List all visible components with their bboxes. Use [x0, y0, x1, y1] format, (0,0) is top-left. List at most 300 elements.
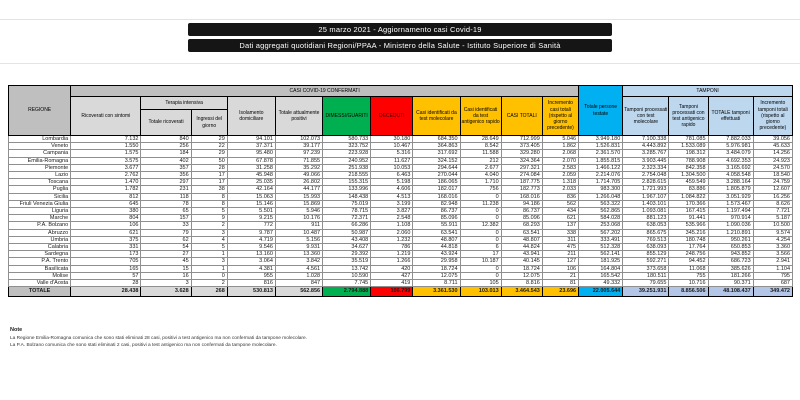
data-cell: 3.903.445 [623, 157, 669, 164]
total-data-cell: 562.856 [275, 287, 322, 297]
top-divider [0, 19, 800, 20]
total-row [9, 287, 793, 297]
data-cell: 4.692.353 [708, 157, 753, 164]
data-cell: 420 [371, 265, 413, 272]
data-cell: 0 [191, 272, 227, 279]
data-cell: 294.644 [413, 164, 460, 171]
table-row [9, 179, 793, 186]
data-cell: 333.491 [579, 236, 623, 243]
table-row [9, 143, 793, 150]
data-cell: 18.540 [753, 172, 792, 179]
data-cell: 182.017 [413, 186, 460, 193]
data-cell: 4.381 [227, 265, 275, 272]
data-cell: 63.541 [413, 229, 460, 236]
data-cell: 865.675 [623, 229, 669, 236]
data-cell: 9.215 [227, 215, 275, 222]
data-cell: 562.865 [579, 208, 623, 215]
data-cell: 12.607 [753, 186, 792, 193]
data-cell: 106 [542, 265, 578, 272]
data-cell: 3.575 [71, 157, 141, 164]
total-data-cell: 8.856.506 [669, 287, 708, 297]
total-data-cell: 106.799 [371, 287, 413, 297]
data-cell: 8.542 [460, 143, 501, 150]
data-cell: 297 [141, 179, 191, 186]
region-name-cell: Basilicata [9, 265, 71, 272]
data-cell: 645 [71, 200, 141, 207]
data-cell: 2.677 [460, 164, 501, 171]
data-cell: 3.285.767 [623, 150, 669, 157]
data-cell: 638.053 [623, 222, 669, 229]
data-cell: 1.197.494 [708, 208, 753, 215]
data-cell: 198.312 [669, 150, 708, 157]
data-cell: 79.655 [623, 280, 669, 287]
data-cell: 12.075 [501, 272, 542, 279]
region-name-cell: Piemonte [9, 164, 71, 171]
data-cell: 3.064 [227, 258, 275, 265]
table-row [9, 222, 793, 229]
data-cell: 0 [460, 265, 501, 272]
data-cell: 3.949.180 [579, 136, 623, 143]
data-cell: 180.748 [669, 236, 708, 243]
data-cell: 15.146 [227, 200, 275, 207]
data-cell: 0 [460, 215, 501, 222]
data-cell: 28 [71, 280, 141, 287]
data-cell: 12.382 [460, 222, 501, 229]
region-name-cell: Sicilia [9, 193, 71, 200]
col-header-casi-totali: CASI TOTALI [501, 97, 542, 136]
col-header-ti-ingressi: Ingressi del giorno [191, 110, 227, 136]
data-cell: 67.878 [227, 157, 275, 164]
data-cell: 1.090.036 [708, 222, 753, 229]
region-name-cell: Lombardia [9, 136, 71, 143]
data-cell: 81 [542, 280, 578, 287]
data-cell: 15.993 [275, 193, 322, 200]
data-cell: 21 [542, 272, 578, 279]
table-row [9, 157, 793, 164]
data-cell: 621 [71, 229, 141, 236]
data-cell: 705 [71, 258, 141, 265]
data-cell: 5 [191, 208, 227, 215]
data-cell: 9.574 [753, 229, 792, 236]
data-cell: 621 [542, 215, 578, 222]
data-cell: 94.452 [669, 258, 708, 265]
col-header-tamponi-molecolare: Tamponi processati con test molecolare [623, 97, 669, 136]
total-data-cell: 268 [191, 287, 227, 297]
data-cell: 855.129 [623, 251, 669, 258]
data-cell: 1.266.048 [579, 193, 623, 200]
region-name-cell: Umbria [9, 236, 71, 243]
data-cell: 5.316 [371, 150, 413, 157]
data-cell: 24.759 [753, 179, 792, 186]
data-cell: 755 [669, 272, 708, 279]
data-cell: 184 [141, 150, 191, 157]
data-cell: 11.627 [371, 157, 413, 164]
data-cell: 812 [71, 193, 141, 200]
data-cell: 5 [191, 244, 227, 251]
data-cell: 43.941 [501, 251, 542, 258]
data-cell: 9.787 [227, 229, 275, 236]
data-cell: 7.721 [753, 208, 792, 215]
data-cell: 788.908 [669, 157, 708, 164]
data-cell: 1.967.107 [623, 193, 669, 200]
col-header-persone-testate: Totale persone testate [579, 86, 623, 136]
data-cell: 1.575 [71, 150, 141, 157]
data-cell: 840 [141, 136, 191, 143]
report-subtitle: Dati aggregati quotidiani Regioni/PPAA - Ministero della Salute - Istituto Superiore di Sanità [188, 39, 612, 52]
data-cell: 3.827 [371, 208, 413, 215]
data-cell: 86.737 [413, 208, 460, 215]
data-cell: 274.084 [501, 172, 542, 179]
region-name-cell: P.A. Trento [9, 258, 71, 265]
data-cell: 1.219 [371, 251, 413, 258]
data-cell: 34.627 [323, 244, 371, 251]
region-name-cell: Emilia-Romagna [9, 157, 71, 164]
data-cell: 943.852 [708, 251, 753, 258]
data-cell: 0 [460, 193, 501, 200]
data-cell: 375 [71, 236, 141, 243]
data-cell: 786 [371, 244, 413, 251]
total-data-cell: 3.361.530 [413, 287, 460, 297]
data-cell: 324.364 [501, 157, 542, 164]
col-header-dimessi: DIMESSI/GUARITI [323, 97, 371, 136]
total-data-cell: 48.108.437 [708, 287, 753, 297]
data-cell: 49.066 [275, 172, 322, 179]
col-header-regione: REGIONE [9, 86, 71, 136]
data-cell: 373.658 [623, 265, 669, 272]
data-cell: 168.016 [413, 193, 460, 200]
data-cell: 105 [460, 280, 501, 287]
data-cell: 45.948 [227, 172, 275, 179]
data-cell: 562.141 [579, 251, 623, 258]
data-cell: 3.842 [275, 258, 322, 265]
data-cell: 0 [460, 229, 501, 236]
data-cell: 29 [191, 136, 227, 143]
data-cell: 186.065 [413, 179, 460, 186]
data-cell: 90.371 [708, 280, 753, 287]
data-cell: 165 [71, 265, 141, 272]
data-cell: 5.187 [753, 215, 792, 222]
data-cell: 804 [71, 215, 141, 222]
data-cell: 10.487 [275, 229, 322, 236]
data-cell: 127 [542, 258, 578, 265]
data-cell: 35.292 [275, 164, 322, 171]
data-cell: 8 [191, 200, 227, 207]
data-cell: 4 [191, 236, 227, 243]
data-cell: 181.925 [579, 258, 623, 265]
data-cell: 1.466.122 [579, 164, 623, 171]
banner-divider [0, 63, 800, 64]
region-name-cell: Veneto [9, 143, 71, 150]
data-cell: 4.040 [460, 172, 501, 179]
total-data-cell: 3.628 [141, 287, 191, 297]
data-cell: 1.266 [371, 258, 413, 265]
data-cell: 28.649 [460, 136, 501, 143]
data-cell: 769.513 [623, 236, 669, 243]
data-cell: 54 [141, 244, 191, 251]
data-cell: 567.202 [579, 229, 623, 236]
data-cell: 356 [141, 172, 191, 179]
col-header-tamponi-antigenico: Tamponi processati con test antigenico rapido [669, 97, 708, 136]
data-cell: 419 [371, 280, 413, 287]
data-cell: 218.555 [323, 172, 371, 179]
data-cell: 4.443.892 [623, 143, 669, 150]
data-cell: 380 [71, 208, 141, 215]
data-cell: 4.561 [275, 265, 322, 272]
data-cell: 2.214.076 [579, 172, 623, 179]
data-cell: 13.160 [227, 251, 275, 258]
data-cell: 63.541 [501, 229, 542, 236]
data-cell: 45 [141, 258, 191, 265]
data-cell: 7.882.033 [708, 136, 753, 143]
table-row [9, 193, 793, 200]
data-cell: 82.948 [413, 200, 460, 207]
col-header-casi-molecolare: Casi identificati da test molecolare [413, 97, 460, 136]
data-cell: 44.177 [275, 186, 322, 193]
data-cell: 847 [275, 280, 322, 287]
data-cell: 7.100.338 [623, 136, 669, 143]
data-cell: 102.073 [275, 136, 322, 143]
data-cell: 1.855.815 [579, 157, 623, 164]
data-cell: 164.804 [579, 265, 623, 272]
data-cell: 687 [753, 280, 792, 287]
data-cell: 911 [275, 222, 322, 229]
data-cell: 772 [227, 222, 275, 229]
data-cell: 1.304.500 [669, 172, 708, 179]
data-cell: 10.053 [371, 164, 413, 171]
data-cell: 256 [141, 143, 191, 150]
data-cell: 10.716 [669, 280, 708, 287]
data-cell: 684.350 [413, 136, 460, 143]
data-cell: 78 [141, 200, 191, 207]
data-cell: 1.710 [460, 179, 501, 186]
data-cell: 24.923 [753, 157, 792, 164]
table-row [9, 215, 793, 222]
total-data-cell: 349.472 [753, 287, 792, 297]
report-title: 25 marzo 2021 - Aggiornamento casi Covid-19 [188, 23, 612, 36]
data-cell: 364.863 [413, 143, 460, 150]
group-header-terapia-intensiva: Terapia intensiva [141, 97, 227, 110]
data-cell: 251.938 [323, 164, 371, 171]
data-cell: 324.152 [413, 157, 460, 164]
data-cell: 8.711 [413, 280, 460, 287]
table-row [9, 280, 793, 287]
data-cell: 950.261 [708, 236, 753, 243]
data-cell: 781.085 [669, 136, 708, 143]
data-cell: 5.156 [275, 236, 322, 243]
data-cell: 10.590 [323, 272, 371, 279]
data-cell: 83.886 [669, 186, 708, 193]
data-cell: 1.526.831 [579, 143, 623, 150]
data-cell: 1.403.101 [623, 200, 669, 207]
data-cell: 8.626 [753, 200, 792, 207]
data-cell: 44.818 [413, 244, 460, 251]
data-cell: 8.816 [501, 280, 542, 287]
data-cell: 459.549 [669, 179, 708, 186]
data-cell: 148.438 [323, 193, 371, 200]
data-cell: 323.752 [323, 143, 371, 150]
data-cell: 9 [191, 215, 227, 222]
data-cell: 35.519 [323, 258, 371, 265]
data-cell: 85.096 [501, 215, 542, 222]
data-cell: 253.068 [579, 222, 623, 229]
table-row [9, 164, 793, 171]
data-cell: 157 [141, 215, 191, 222]
data-cell: 2.941 [753, 258, 792, 265]
table-row [9, 136, 793, 143]
data-cell: 1 [191, 251, 227, 258]
data-cell: 7.745 [323, 280, 371, 287]
data-cell: 5.046 [542, 136, 578, 143]
data-cell: 3.360 [753, 244, 792, 251]
region-name-cell: Campania [9, 150, 71, 157]
data-cell: 62 [141, 236, 191, 243]
data-cell: 17 [460, 251, 501, 258]
data-cell: 18.724 [413, 265, 460, 272]
data-cell: 8 [191, 193, 227, 200]
data-cell: 3.288.164 [708, 179, 753, 186]
data-cell: 0 [460, 236, 501, 243]
data-cell: 1.104 [753, 265, 792, 272]
data-cell: 1.084.822 [669, 193, 708, 200]
data-cell: 1.318 [542, 179, 578, 186]
data-cell: 18.724 [501, 265, 542, 272]
region-name-cell: Calabria [9, 244, 71, 251]
data-cell: 33 [141, 222, 191, 229]
data-cell: 270.044 [413, 172, 460, 179]
data-cell: 2.059 [542, 172, 578, 179]
data-cell: 211 [542, 251, 578, 258]
table-row [9, 236, 793, 243]
data-cell: 42.164 [227, 186, 275, 193]
data-cell: 50.987 [323, 229, 371, 236]
data-cell: 686.723 [708, 258, 753, 265]
data-cell: 1.108 [371, 222, 413, 229]
data-cell: 512.328 [579, 244, 623, 251]
data-cell: 795 [753, 272, 792, 279]
data-cell: 584.028 [579, 215, 623, 222]
region-name-cell: P.A. Bolzano [9, 222, 71, 229]
data-cell: 25.035 [227, 179, 275, 186]
table-row [9, 265, 793, 272]
total-data-cell: 3.464.543 [501, 287, 542, 297]
data-cell: 39.177 [275, 143, 322, 150]
group-header-casi-confermati: CASI COVID-19 CONFERMATI [71, 86, 579, 97]
total-data-cell: 39.251.931 [623, 287, 669, 297]
data-cell: 297.321 [501, 164, 542, 171]
data-cell: 28 [191, 164, 227, 171]
data-cell: 4.058.548 [708, 172, 753, 179]
data-cell: 475 [542, 244, 578, 251]
note-line-2: La P.A. Bolzano comunica che sono stati eliminati 2 casi, positivi a test antigenico ma non confermati da tampone molecolare. [10, 342, 277, 348]
data-cell: 9.931 [275, 244, 322, 251]
region-name-cell: Liguria [9, 208, 71, 215]
table-row [9, 272, 793, 279]
data-cell: 170.366 [669, 200, 708, 207]
table-row [9, 229, 793, 236]
data-cell: 1.533.089 [669, 143, 708, 150]
table-row [9, 186, 793, 193]
data-cell: 563.322 [579, 200, 623, 207]
data-cell: 2.068 [542, 150, 578, 157]
data-cell: 1.093.081 [623, 208, 669, 215]
data-cell: 2 [191, 222, 227, 229]
group-header-tamponi: TAMPONI [623, 86, 793, 97]
data-cell: 970.914 [708, 215, 753, 222]
data-cell: 2.033 [542, 186, 578, 193]
col-header-casi-antigenico: Casi identificati da test antigenico rapido [460, 97, 501, 136]
total-label-cell: TOTALE [9, 287, 71, 297]
region-name-cell: Lazio [9, 172, 71, 179]
report-header [0, 23, 800, 52]
total-data-cell: 103.013 [460, 287, 501, 297]
data-cell: 535.966 [669, 222, 708, 229]
col-header-incremento-tamponi: Incremento tamponi totali (rispetto al giorno precedente) [753, 97, 792, 136]
data-cell: 40.145 [501, 258, 542, 265]
data-cell: 10.187 [460, 258, 501, 265]
data-cell: 0 [460, 208, 501, 215]
data-cell: 15.869 [275, 200, 322, 207]
data-cell: 180.511 [623, 272, 669, 279]
data-cell: 55.911 [413, 222, 460, 229]
data-cell: 2.070 [542, 157, 578, 164]
data-cell: 955 [227, 272, 275, 279]
data-cell: 49.332 [579, 280, 623, 287]
data-cell: 2.583 [542, 164, 578, 171]
data-cell: 212 [460, 157, 501, 164]
data-cell: 7.132 [71, 136, 141, 143]
region-name-cell: Toscana [9, 179, 71, 186]
region-name-cell: Puglia [9, 186, 71, 193]
data-cell: 562 [542, 200, 578, 207]
table-row [9, 258, 793, 265]
data-cell: 357 [141, 164, 191, 171]
col-header-positivi: Totale attualmente positivi [275, 97, 322, 136]
data-cell: 173 [71, 251, 141, 258]
note-line-1: La Regione Emilia-Romagna comunica che sono stati eliminati 28 casi, positivi a test antigenico ma non confermati da tampone molecolare. [10, 336, 308, 341]
data-cell: 187.775 [501, 179, 542, 186]
data-cell: 311 [542, 236, 578, 243]
data-cell: 4.606 [371, 186, 413, 193]
data-cell: 94.186 [501, 200, 542, 207]
data-cell: 15 [141, 265, 191, 272]
data-cell: 106 [71, 222, 141, 229]
data-cell: 182.773 [501, 186, 542, 193]
data-cell: 39.056 [753, 136, 792, 143]
table-row [9, 208, 793, 215]
data-cell: 10.500 [753, 222, 792, 229]
data-cell: 11.588 [460, 150, 501, 157]
data-cell: 842.358 [669, 164, 708, 171]
data-cell: 836 [542, 193, 578, 200]
data-cell: 5.501 [227, 208, 275, 215]
data-cell: 2.323.334 [623, 164, 669, 171]
data-cell: 427 [371, 272, 413, 279]
total-data-cell: 22.005.644 [579, 287, 623, 297]
data-cell: 86.737 [501, 208, 542, 215]
data-cell: 30.180 [371, 136, 413, 143]
data-cell: 10.467 [371, 143, 413, 150]
data-cell: 168.016 [501, 193, 542, 200]
data-cell: 29.392 [323, 251, 371, 258]
data-cell: 650.853 [708, 244, 753, 251]
data-cell: 2.060 [371, 229, 413, 236]
data-cell: 1.805.879 [708, 186, 753, 193]
data-cell: 983.300 [579, 186, 623, 193]
data-cell: 10.176 [275, 215, 322, 222]
data-cell: 881.123 [623, 215, 669, 222]
data-cell: 12.075 [413, 272, 460, 279]
col-header-ti-totale: Totale ricoverati [141, 110, 191, 136]
